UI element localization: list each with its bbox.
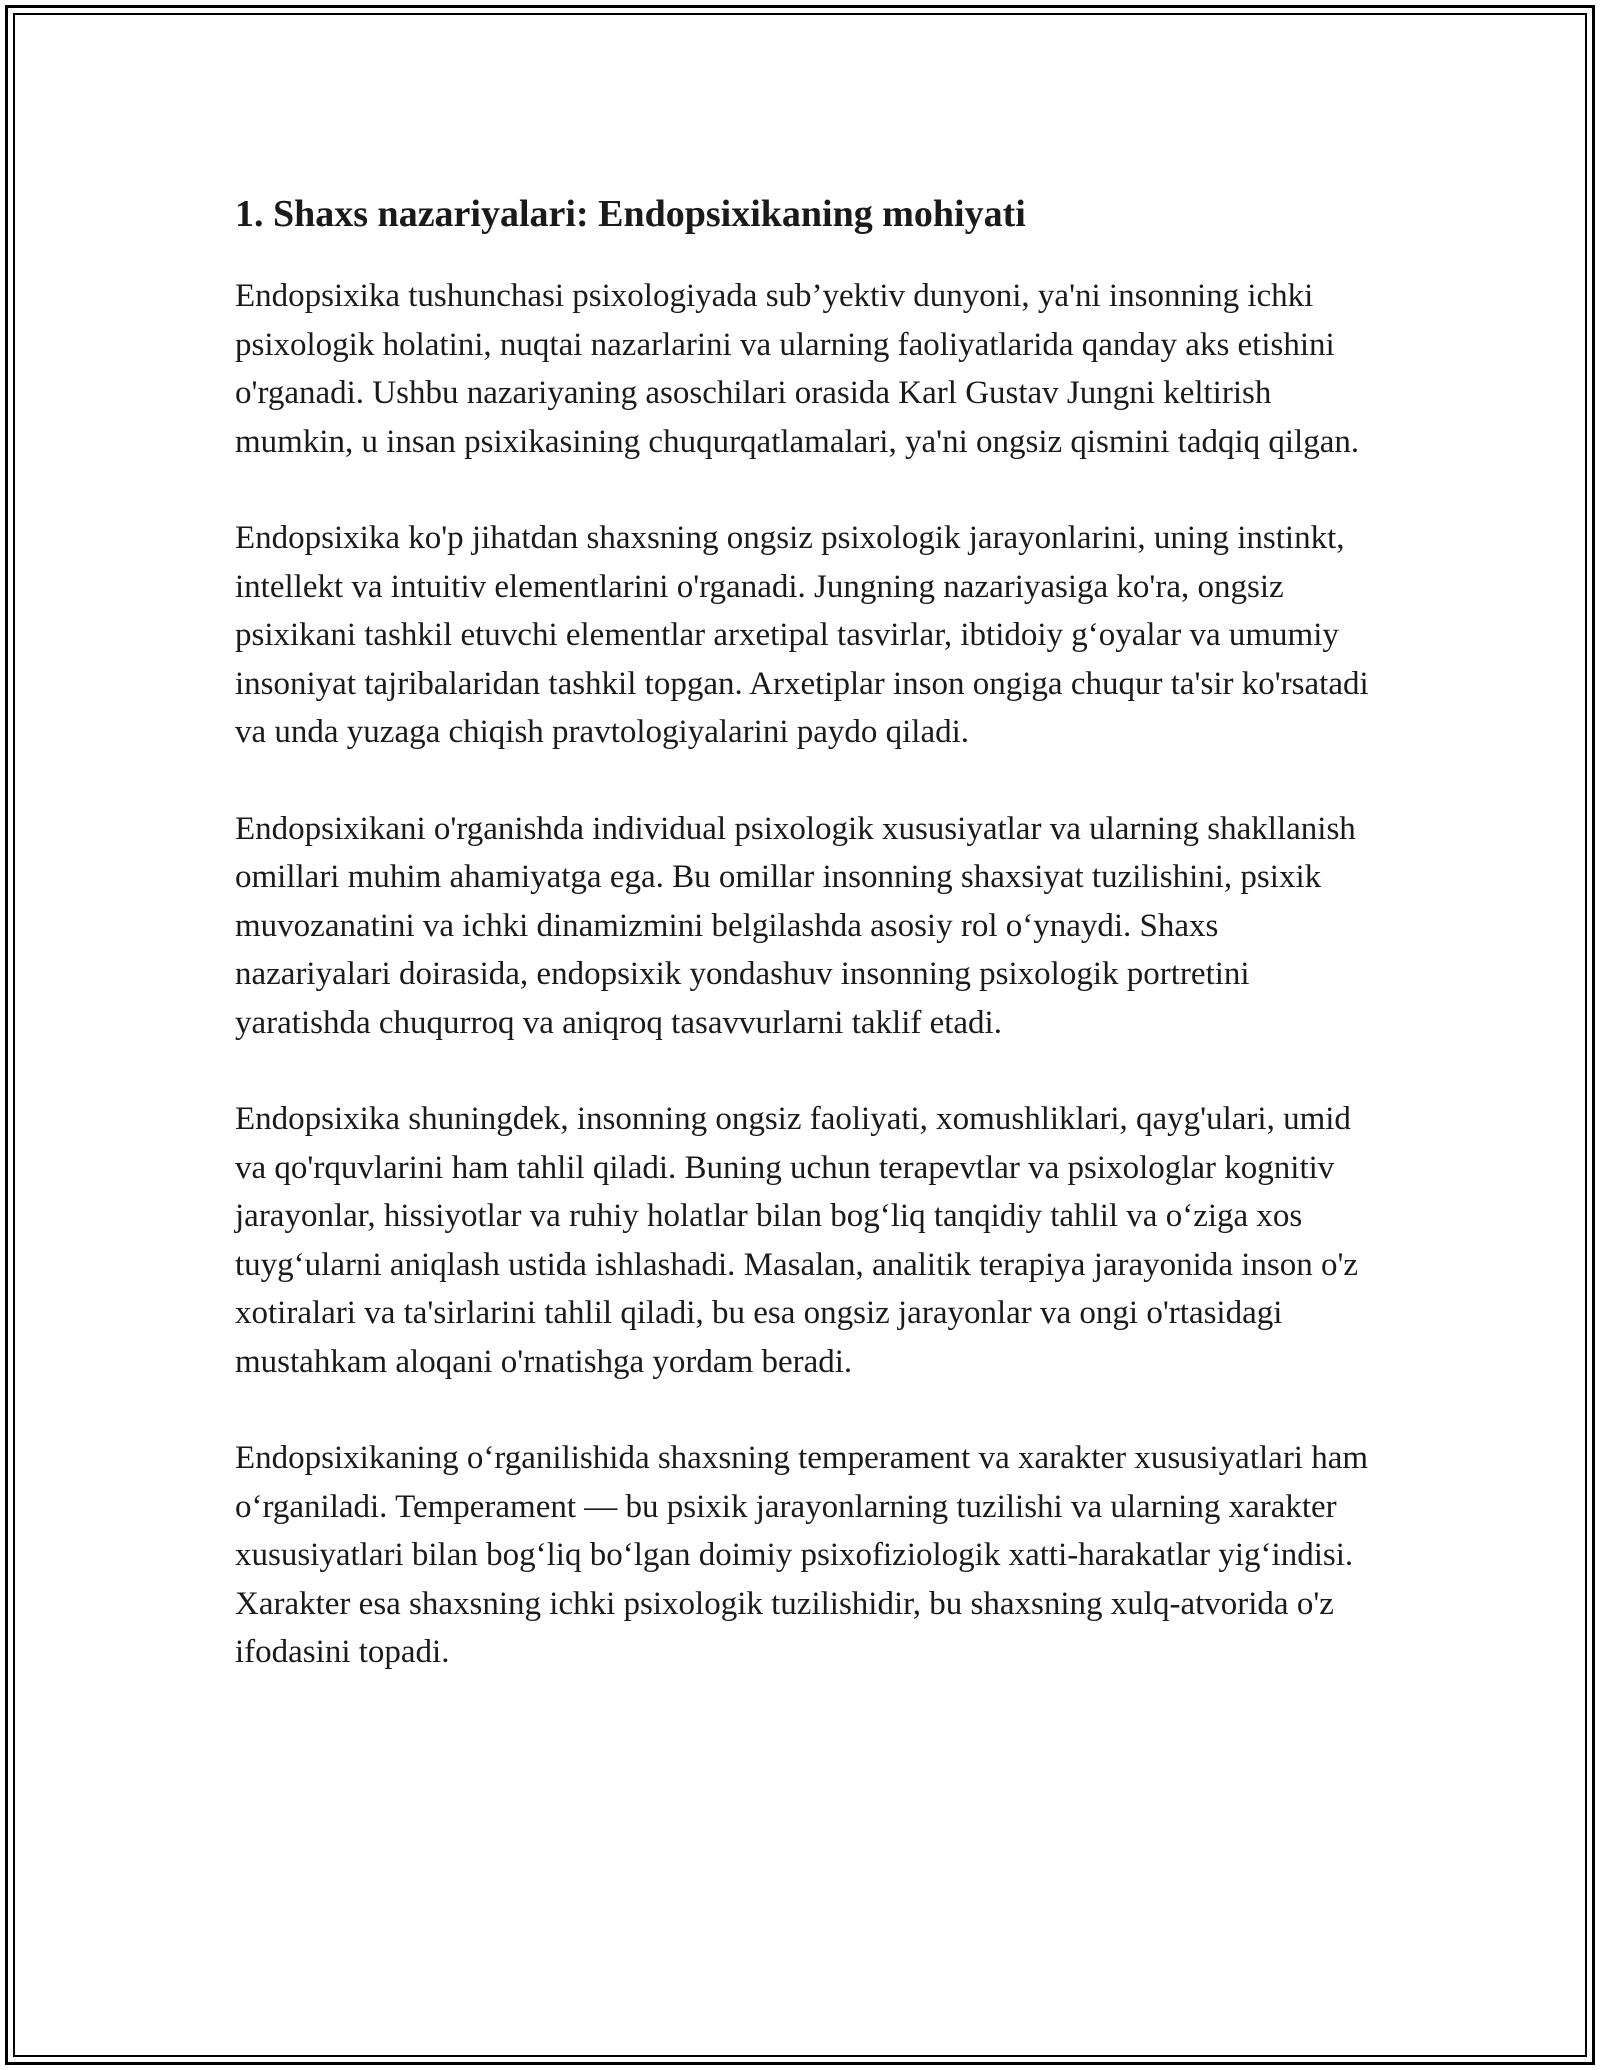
paragraph-1: Endopsixika tushunchasi psixologiyada sub’yektiv dunyoni, ya'ni insonning ichki psixologik holatini, nuqtai nazarlarini va ularning faoliyatlarida qanday aks etishini o'rganadi. Ushbu nazariyaning asoschilari orasida Karl Gustav Jungni keltirish mumkin, u insan psixikasining chuqurqatlamalari, ya'ni ongsiz qismini tadqiq qilgan.: [235, 278, 1360, 460]
section-heading: 1. Shaxs nazariyalari: Endopsixikaning mohiyati: [235, 193, 1026, 235]
paragraph-3: Endopsixikani o'rganishda individual psixologik xususiyatlar va ularning shakllanish omillari muhim ahamiyatga ega. Bu omillar insonning shaxsiyat tuzilishini, psixik muvozanatini va ichki dinamizmini belgilashda asosiy rol o‘ynaydi. Shaxs nazariyalari doirasida, endopsixik yondashuv insonning psixologik portretini yaratishda chuqurroq va aniqroq tasavvurlarni taklif etadi.: [235, 810, 1356, 1041]
paragraph-2: Endopsixika ko'p jihatdan shaxsning ongsiz psixologik jarayonlarini, uning instinkt, intellekt va intuitiv elementlarini o'rganadi. Jungning nazariyasiga ko'ra, ongsiz psixikani tashkil etuvchi elementlar arxetipal tasvirlar, ibtidoiy g‘oyalar va umumiy insoniyat tajribalaridan tashkil topgan. Arxetiplar inson ongiga chuqur ta'sir ko'rsatadi va unda yuzaga chiqish pravtologiyalarini paydo qiladi.: [235, 520, 1369, 750]
paragraph-5: Endopsixikaning o‘rganilishida shaxsning temperament va xarakter xususiyatlari ham o‘rganiladi. Temperament — bu psixik jarayonlarning tuzilishi va ularning xarakter xususiyatlari bilan bog‘liq bo‘lgan doimiy psixofiziologik xatti-harakatlar yig‘indisi. Xarakter esa shaxsning ichki psixologik tuzilishidir, bu shaxsning xulq-atvorida o'z ifodasini topadi.: [235, 1440, 1369, 1670]
paragraph-4: Endopsixika shuningdek, insonning ongsiz faoliyati, xomushliklari, qayg'ulari, umid va qo'rquvlarini ham tahlil qiladi. Buning uchun terapevtlar va psixologlar kognitiv jarayonlar, hissiyotlar va ruhiy holatlar bilan bog‘liq tanqidiy tahlil va o‘ziga xos tuyg‘ularni aniqlash ustida ishlashadi. Masalan, analitik terapiya jarayonida inson o'z xotiralari va ta'sirlarini tahlil qiladi, bu esa ongsiz jarayonlar va ongi o'rtasidagi mustahkam aloqani o'rnatishga yordam beradi.: [235, 1101, 1359, 1380]
document-body: [235, 186, 1370, 1725]
